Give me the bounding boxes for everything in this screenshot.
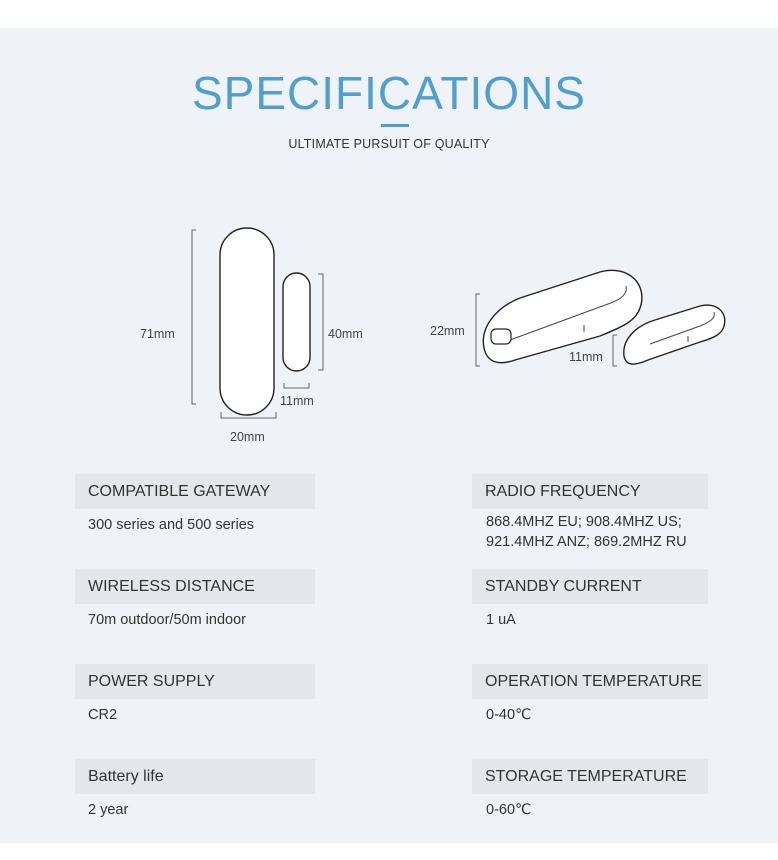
spec-value-radio-frequency-line1: 868.4MHZ EU; 908.4MHZ US;	[486, 514, 682, 530]
dim-label-22mm: 22mm	[430, 324, 465, 338]
dim-bracket-11mm-front	[284, 383, 309, 388]
dim-label-20mm: 20mm	[230, 430, 265, 444]
spec-label-standby-current: STANDBY CURRENT	[472, 569, 708, 604]
page-title: SPECIFICATIONS	[192, 67, 586, 119]
page-subtitle: ULTIMATE PURSUIT OF QUALITY	[288, 137, 490, 151]
dim-bracket-71mm	[192, 230, 196, 404]
dim-bracket-22mm	[476, 294, 480, 366]
sensor-side-button	[491, 329, 511, 344]
dim-label-40mm: 40mm	[328, 327, 363, 341]
spec-value-power-supply: CR2	[88, 707, 118, 723]
spec-label-operation-temperature: OPERATION TEMPERATURE	[472, 664, 708, 699]
spec-value-wireless-distance: 70m outdoor/50m indoor	[88, 612, 246, 628]
sensor-side-outline	[483, 270, 642, 362]
dim-bracket-11mm-side	[613, 335, 617, 366]
dim-label-11mm-front: 11mm	[280, 394, 314, 408]
spec-value-compatible-gateway: 300 series and 500 series	[88, 517, 255, 533]
spec-label-battery-life: Battery life	[75, 759, 315, 794]
magnet-front-outline	[283, 273, 310, 371]
spec-label-power-supply: POWER SUPPLY	[75, 664, 315, 699]
spec-value-operation-temperature: 0-40℃	[486, 707, 532, 723]
spec-label-radio-frequency: RADIO FREQUENCY	[472, 474, 708, 509]
spec-value-standby-current: 1 uA	[486, 612, 516, 628]
spec-label-compatible-gateway: COMPATIBLE GATEWAY	[75, 474, 315, 509]
dim-label-11mm-side: 11mm	[569, 350, 603, 364]
spec-value-radio-frequency-line2: 921.4MHZ ANZ; 869.2MHZ RU	[486, 534, 687, 550]
specifications-panel	[0, 28, 778, 843]
dim-bracket-40mm	[318, 274, 323, 370]
spec-value-battery-life: 2 year	[88, 802, 129, 818]
spec-label-storage-temperature: STORAGE TEMPERATURE	[472, 759, 708, 794]
dim-label-71mm: 71mm	[140, 327, 175, 341]
sensor-front-outline	[220, 228, 274, 415]
magnet-side-outline	[624, 305, 725, 364]
spec-value-storage-temperature: 0-60℃	[486, 802, 532, 818]
spec-label-wireless-distance: WIRELESS DISTANCE	[75, 569, 315, 604]
